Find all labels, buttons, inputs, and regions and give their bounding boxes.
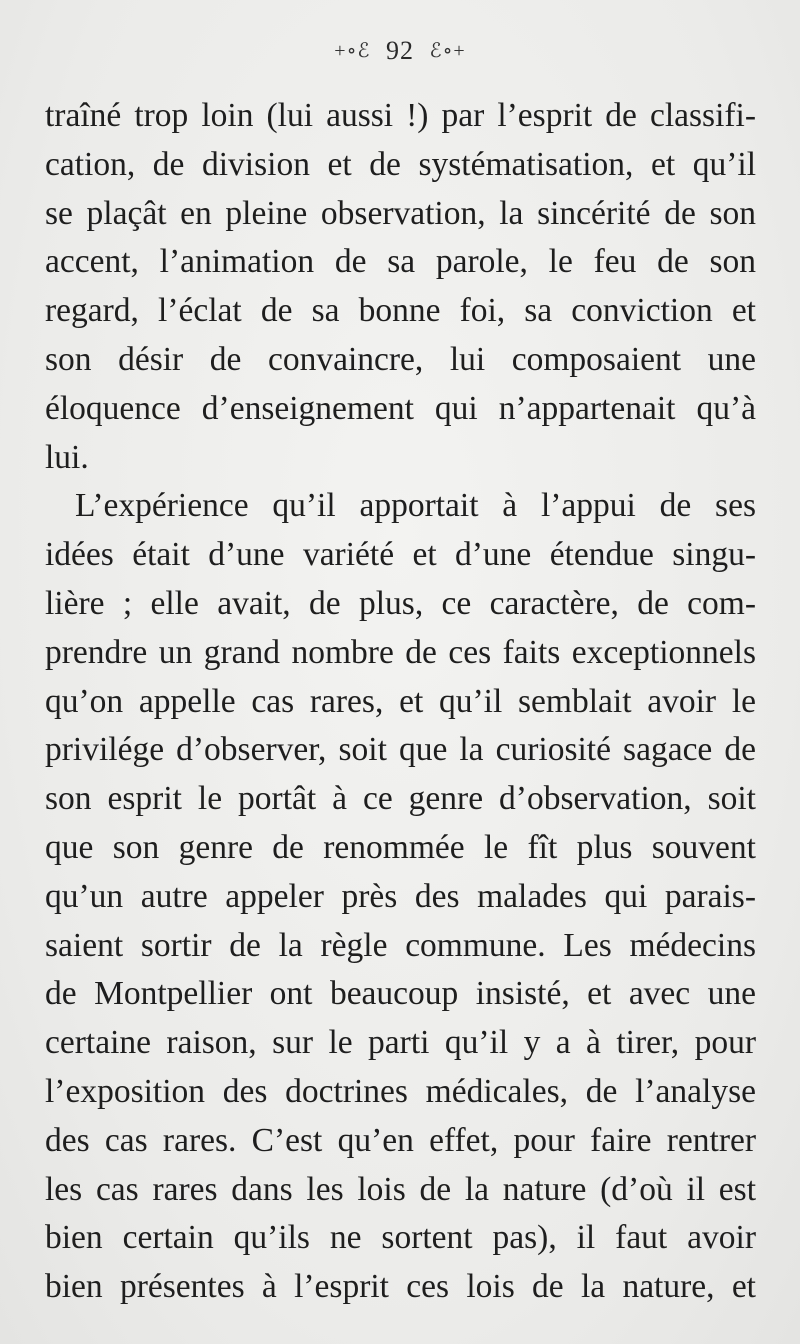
paragraph-1 — [45, 92, 756, 482]
text-line: accent, l’animation de sa parole, le feu de son — [45, 243, 756, 281]
text-line: prendre un grand nombre de ces faits exceptionnels — [45, 633, 756, 671]
text-line: cation, de division et de systématisation, et qu’il — [45, 145, 756, 183]
text-line: lui. — [45, 438, 89, 476]
text-line: L’expérience qu’il apportait à l’appui de ses — [75, 487, 756, 525]
text-line: des cas rares. C’est qu’en effet, pour faire rentrer — [45, 1121, 756, 1159]
page-header — [0, 36, 800, 66]
text-line: regard, l’éclat de sa bonne foi, sa conviction et — [45, 292, 756, 330]
text-line: bien présentes à l’esprit ces lois de la nature, et — [45, 1268, 756, 1306]
text-line: son esprit le portât à ce genre d’observation, soit — [45, 780, 756, 818]
text-line: privilége d’observer, soit que la curiosité sagace de — [45, 731, 756, 769]
text-line: les cas rares dans les lois de la nature (d’où il est — [45, 1170, 756, 1208]
text-line: traîné trop loin (lui aussi !) par l’esprit de classifi- — [45, 97, 756, 134]
text-line: saient sortir de la règle commune. Les médecins — [45, 926, 756, 964]
ornament-right-icon: ℰ∘+ — [429, 40, 466, 62]
text-line: éloquence d’enseignement qui n’appartenait qu’à — [45, 389, 756, 427]
text-line: certaine raison, sur le parti qu’il y a à tirer, pour — [45, 1024, 756, 1062]
text-line: lière ; elle avait, de plus, ce caractère, de com- — [45, 584, 756, 622]
page-number: 92 — [386, 36, 414, 65]
text-line: idées était d’une variété et d’une étendue singu- — [45, 536, 756, 574]
text-line: qu’un autre appeler près des malades qui parais- — [45, 877, 756, 915]
text-line: bien certain qu’ils ne sortent pas), il faut avoir — [45, 1219, 756, 1257]
text-line: qu’on appelle cas rares, et qu’il semblait avoir le — [45, 682, 756, 720]
text-line: que son genre de renommée le fît plus souvent — [45, 828, 756, 866]
paragraph-2 — [45, 482, 756, 1312]
text-line: de Montpellier ont beaucoup insisté, et avec une — [45, 975, 756, 1013]
text-line: son désir de convaincre, lui composaient une — [45, 340, 756, 378]
text-line: l’exposition des doctrines médicales, de l’analyse — [45, 1072, 756, 1110]
body-text — [45, 92, 756, 1312]
ornament-left-icon: +∘ℰ — [334, 40, 371, 62]
text-line: se plaçât en pleine observation, la sincérité de son — [45, 194, 756, 232]
